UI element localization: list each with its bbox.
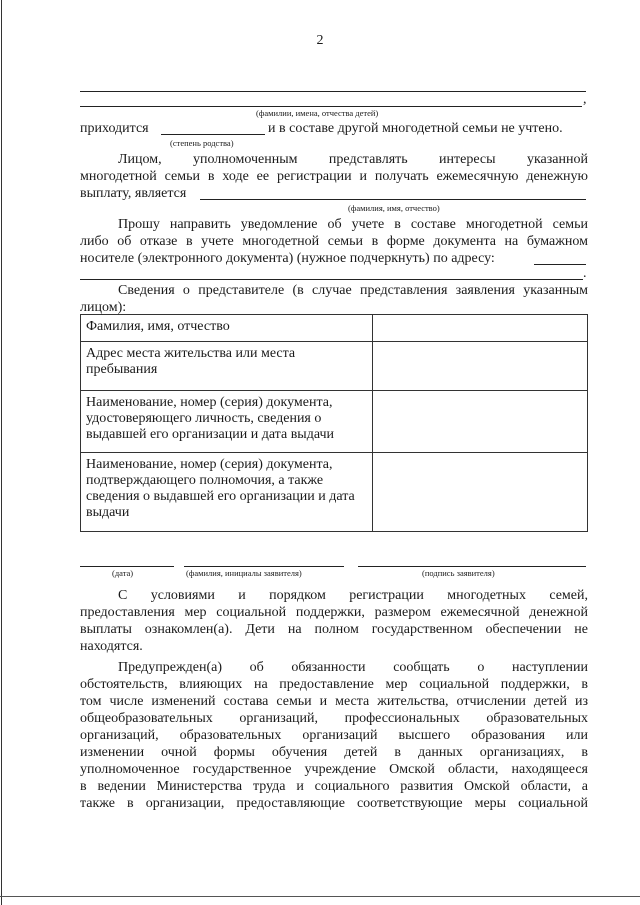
table-label-cell: Адрес места жительства или места пребывания — [81, 342, 373, 391]
address-field-1[interactable] — [534, 264, 586, 265]
warned-line-1: Предупрежден(а) об обязанности сообщать о наступлении — [118, 660, 588, 675]
notify-line-2: либо об отказе в учете многодетной семьи в форме документа на бумажном — [80, 234, 588, 249]
name-caption: (фамилия, инициалы заявителя) — [186, 568, 302, 578]
date-caption: (дата) — [112, 568, 134, 578]
children-line-1[interactable] — [80, 91, 586, 92]
warned-line-3: том числе изменений состава семьи и места жительства, отчислении детей из — [80, 694, 588, 709]
scan-left-edge — [1, 0, 2, 905]
acquainted-line-1: С условиями и порядком регистрации многодетных семей, — [118, 588, 588, 603]
table-row — [81, 342, 588, 391]
acquainted-line-2: предоставления мер социальной поддержки, размером ежемесячной денежной — [80, 605, 588, 620]
table-row — [81, 391, 588, 453]
scan-bottom-edge — [0, 896, 640, 897]
applicant-signature-field[interactable] — [358, 566, 586, 567]
warned-line-9: также в организации, предоставляющие соответствующие меры социальной — [80, 796, 588, 811]
page-number: 2 — [316, 33, 324, 48]
warned-line-2: обстоятельств, влияющих на предоставление мер социальной поддержки, в — [80, 677, 588, 692]
relation-caption: (степень родства) — [170, 138, 234, 148]
signature-caption: (подпись заявителя) — [422, 568, 495, 578]
table-value-cell[interactable] — [373, 453, 588, 532]
table-label-cell: Наименование, номер (серия) документа, подтверждающего полномочия, а также сведения о выдавшей его организации и дата выдачи — [81, 453, 373, 532]
notify-line-1: Прошу направить уведомление об учете в составе многодетной семьи — [118, 217, 588, 232]
authorized-line-3: выплату, является — [80, 186, 187, 201]
date-field[interactable] — [80, 566, 174, 567]
table-value-cell[interactable] — [373, 342, 588, 391]
authorized-person-field[interactable] — [200, 199, 586, 200]
relation-field[interactable] — [161, 134, 265, 135]
table-label-cell: Наименование, номер (серия) документа, удостоверяющего личность, сведения о выдавшей его организации и дата выдачи — [81, 391, 373, 453]
address-field-2[interactable] — [80, 279, 583, 280]
table-value-cell[interactable] — [373, 315, 588, 342]
authorized-caption: (фамилия, имя, отчество) — [348, 203, 440, 213]
table-row — [81, 453, 588, 532]
warned-line-8: в ведении Министерства труда и социального развития Омской области, а — [80, 779, 588, 794]
representative-line-2: лицом): — [80, 300, 127, 315]
table-label-cell: Фамилия, имя, отчество — [81, 315, 373, 342]
children-comma: , — [583, 92, 587, 107]
warned-line-5: организаций, образовательных организаций высшего образования или — [80, 728, 588, 743]
warned-line-4: общеобразовательных организаций, профессиональных образовательных — [80, 711, 588, 726]
table-value-cell[interactable] — [373, 391, 588, 453]
notify-line-3: носителе (электронного документа) (нужное подчеркнуть) по адресу: — [80, 251, 495, 266]
warned-line-7: уполномоченное государственное учреждение Омской области, находящееся — [80, 762, 588, 777]
representative-table — [80, 314, 588, 532]
acquainted-line-3: выплаты ознакомлен(а). Дети на полном государственном обеспечении не — [80, 622, 588, 637]
applicant-name-field[interactable] — [184, 566, 344, 567]
children-caption: (фамилии, имена, отчества детей) — [256, 108, 379, 118]
warned-line-6: изменении очной формы обучения детей в данных организациях, в — [80, 745, 588, 760]
address-period: . — [583, 266, 587, 281]
relation-suffix: и в составе другой многодетной семьи не учтено. — [268, 121, 563, 136]
relation-prefix: приходится — [80, 121, 149, 136]
children-line-2[interactable] — [80, 106, 582, 107]
representative-line-1: Сведения о представителе (в случае представления заявления указанным — [118, 283, 588, 298]
authorized-line-2: многодетной семьи в ходе ее регистрации и получать ежемесячную денежную — [80, 169, 588, 184]
authorized-line-1: Лицом, уполномоченным представлять интересы указанной — [118, 152, 588, 167]
table-row — [81, 315, 588, 342]
acquainted-line-4: находятся. — [80, 639, 143, 654]
